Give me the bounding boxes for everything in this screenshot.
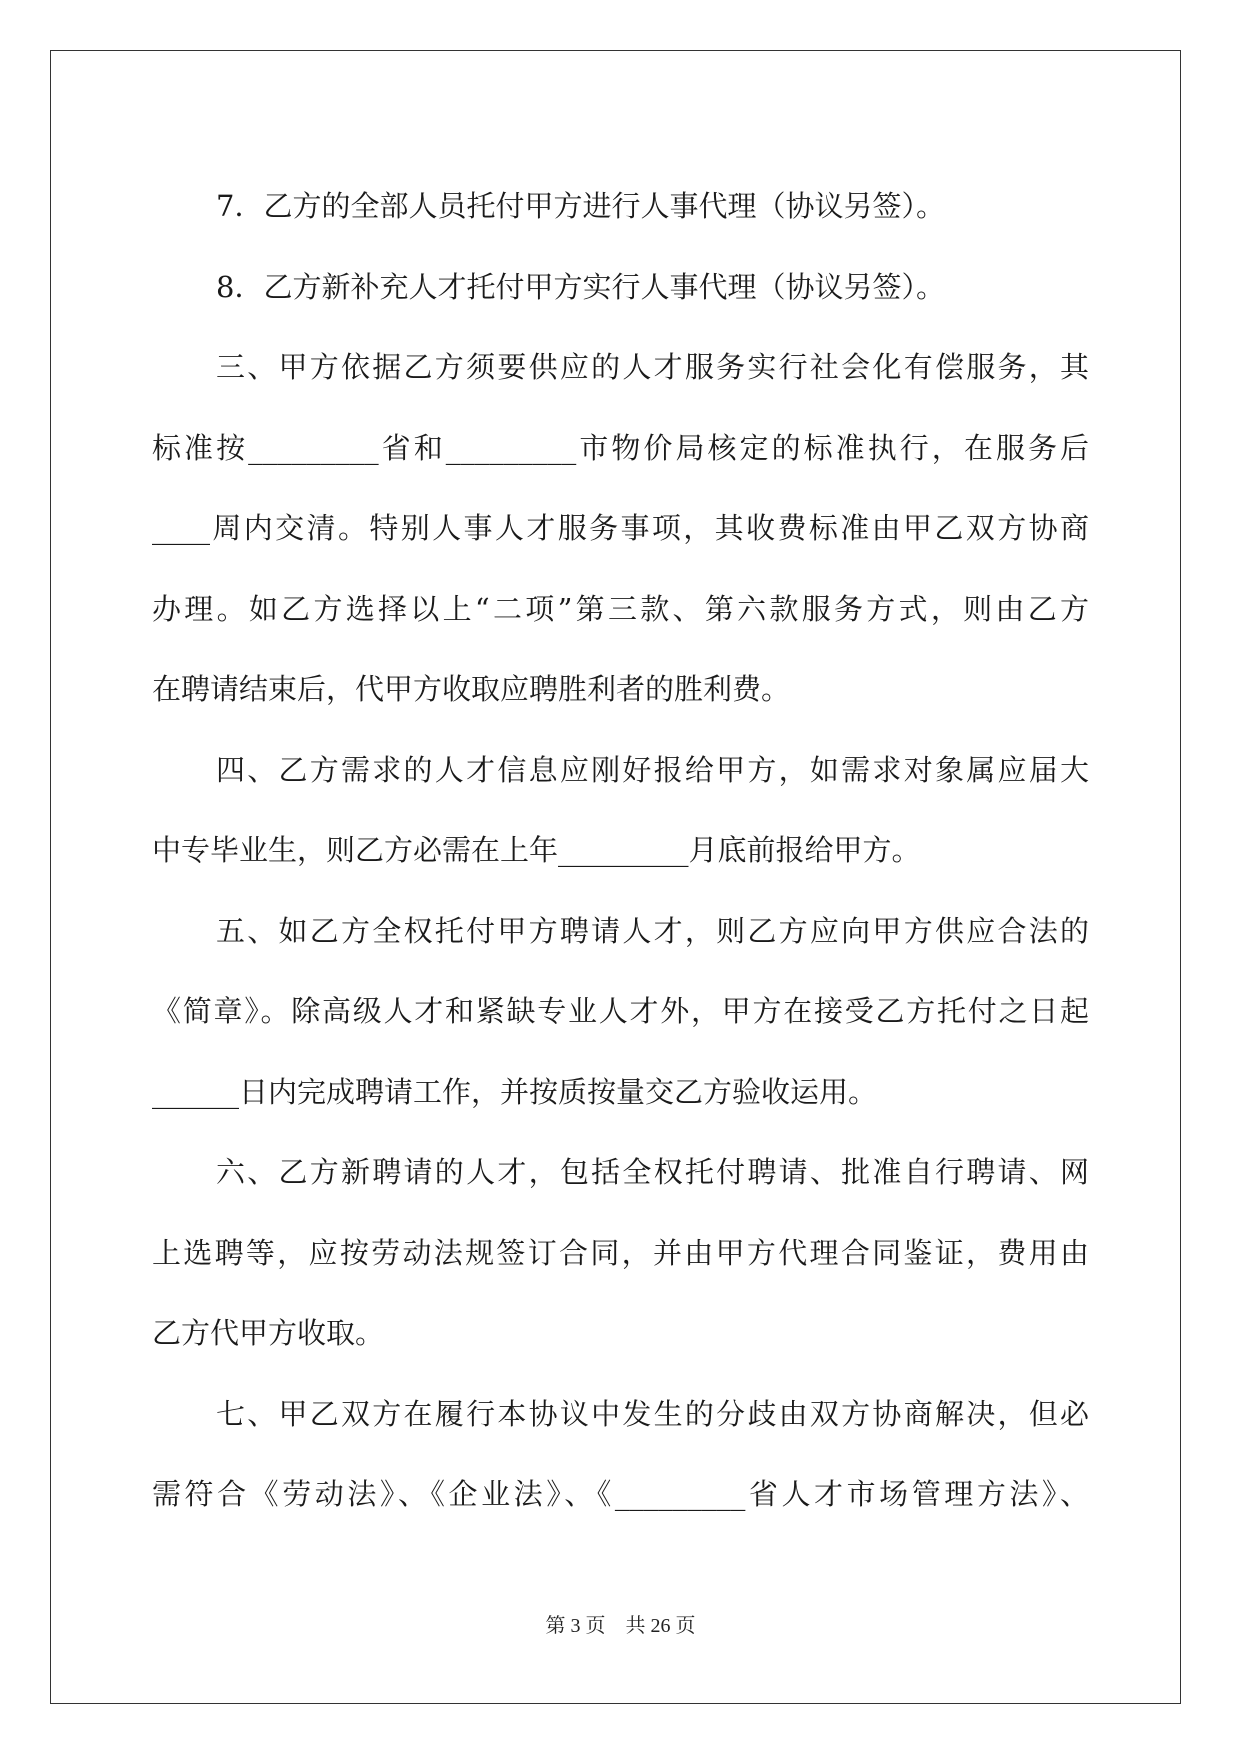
page-total: 共 26 页 [625, 1615, 696, 1637]
paragraph-line: ______日内完成聘请工作，并按质按量交乙方验收运用。 [152, 1074, 878, 1109]
paragraph-line: 标准按_________省和_________市物价局核定的标准执行，在服务后 [152, 430, 1089, 465]
paragraph-line: 五、如乙方全权托付甲方聘请人才，则乙方应向甲方供应合法的 [216, 913, 1089, 948]
paragraph-line: 8．乙方新补充人才托付甲方实行人事代理（协议另签）。 [216, 269, 945, 304]
document-body [152, 166, 1089, 1535]
paragraph-line: 六、乙方新聘请的人才，包括全权托付聘请、批准自行聘请、网 [216, 1155, 1089, 1189]
paragraph-line: 需符合《劳动法》、《企业法》、《_________省人才市场管理方法》、 [152, 1477, 1089, 1511]
paragraph-line: 办理。如乙方选择以上“二项”第三款、第六款服务方式，则由乙方 [152, 591, 1089, 626]
paragraph-line: 乙方代甲方收取。 [152, 1316, 385, 1350]
page-footer [0, 1609, 1241, 1638]
paragraph-line: 7．乙方的全部人员托付甲方进行人事代理（协议另签）。 [216, 189, 945, 223]
paragraph-line: 七、甲乙双方在履行本协议中发生的分歧由双方协商解决，但必 [216, 1396, 1089, 1431]
paragraph-line: 在聘请结束后，代甲方收取应聘胜利者的胜利费。 [152, 672, 791, 706]
paragraph-line: 四、乙方需求的人才信息应刚好报给甲方，如需求对象属应届大 [216, 752, 1089, 787]
paragraph-line: ____周内交清。特别人事人才服务事项，其收费标准由甲乙双方协商 [152, 511, 1089, 545]
paragraph-line: 《简章》。除高级人才和紧缺专业人才外，甲方在接受乙方托付之日起 [152, 994, 1089, 1028]
paragraph-line: 上选聘等，应按劳动法规签订合同，并由甲方代理合同鉴证，费用由 [152, 1235, 1089, 1270]
page-number: 第 3 页 [545, 1615, 606, 1637]
paragraph-line: 三、甲方依据乙方须要供应的人才服务实行社会化有偿服务，其 [216, 350, 1089, 384]
paragraph-line: 中专毕业生，则乙方必需在上年_________月底前报给甲方。 [152, 833, 921, 867]
